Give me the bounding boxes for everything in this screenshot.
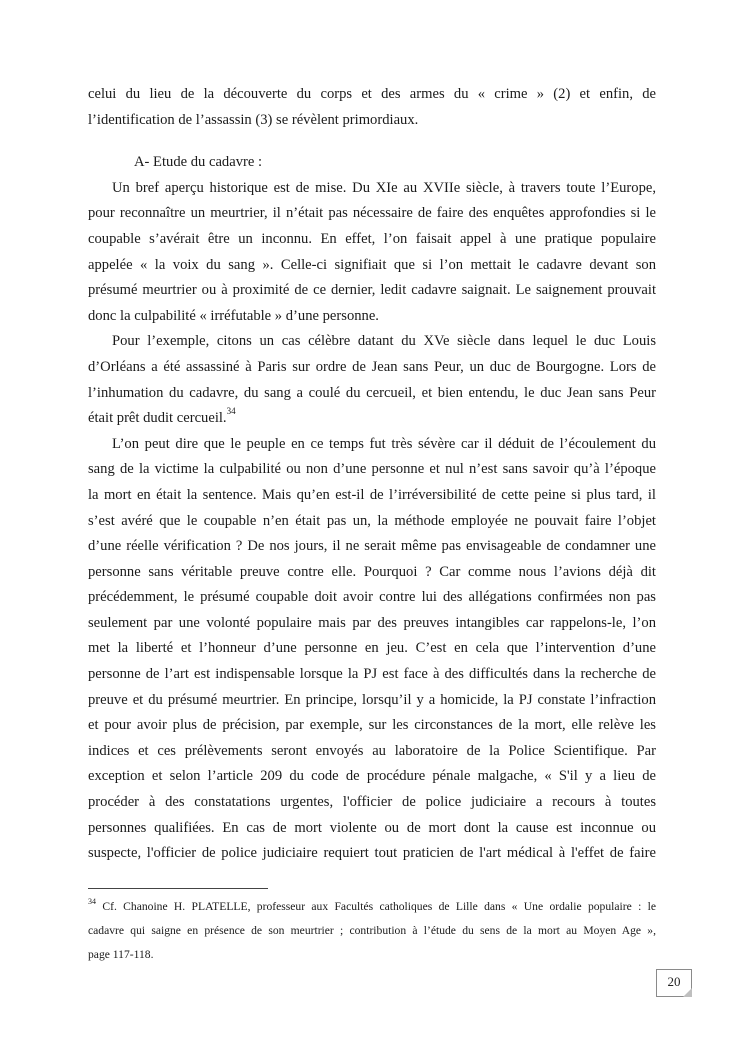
- paragraph-line: personnes qualifiées. En cas de mort violente ou de mort dont la cause est inconnue ou: [88, 819, 656, 836]
- paragraph-line: la mort en était la sentence. Mais qu’en est-il de l’irréversibilité de cette peine si plus tard, il: [88, 486, 656, 503]
- footnote-line: cadavre qui saigne en présence de son meurtrier ; contribution à l’étude du sens de la mort au Moyen Age »,: [88, 924, 656, 937]
- paragraph-line: personne de l’art est indispensable lorsque la PJ est face à des difficultés dans la recherche de: [88, 666, 656, 683]
- paragraph-line: personne sans véritable preuve contre elle. Pourquoi ? Car comme nous l’avions déjà dit: [88, 563, 656, 580]
- paragraph-line: coupable s’avérait être un inconnu. En effet, l’on faisait appel à une pratique populaire: [88, 230, 656, 247]
- paragraph-line: pour reconnaître un meurtrier, il n’était pas nécessaire de faire des enquêtes approfondies si le: [88, 205, 656, 222]
- paragraph-line: indices et ces prélèvements seront envoyés au laboratoire de la Police Scientifique. Par: [88, 742, 656, 759]
- intro-line: celui du lieu de la découverte du corps et des armes du « crime » (2) et enfin, de: [88, 86, 656, 102]
- paragraph-line: l’inhumation du cadavre, du sang a coulé du cercueil, et bien entendu, le duc Jean sans Peur: [88, 384, 656, 401]
- footnote-line: page 117-118.: [88, 948, 154, 961]
- paragraph-line: seulement par une volonté populaire mais par des preuves intangibles car rappelons-le, l’on: [88, 614, 656, 631]
- footnote-line: [88, 895, 656, 919]
- page-fold-corner: [683, 988, 692, 997]
- paragraph-line: preuve et du présumé meurtrier. En principe, lorsqu’il y a homicide, la PJ constate l’infraction: [88, 691, 656, 708]
- document-body: [88, 82, 656, 867]
- paragraph-line: s’est avéré que le coupable n’en était pas un, la méthode employée ne pouvait faire l’objet: [88, 512, 656, 529]
- paragraph-line: met la liberté et l’honneur d’une personne en jeu. C’est en cela que l’intervention d’une: [88, 640, 656, 657]
- page-number: 20: [667, 974, 681, 989]
- paragraph-line: donc la culpabilité « irréfutable » d’une personne.: [88, 307, 379, 324]
- footnote-reference[interactable]: 34: [226, 406, 236, 417]
- footnote-separator: [88, 888, 268, 889]
- paragraph-line: sang de la victime la culpabilité ou non d’une personne et nul n’est sans savoir qu’à l’époque: [88, 461, 656, 478]
- intro-line: l’identification de l’assassin (3) se révèlent primordiaux.: [88, 111, 419, 128]
- paragraph-line: et pour avoir plus de précision, par exemple, sur les circonstances de la mort, elle relève les: [88, 717, 656, 734]
- paragraph-line: d’une réelle vérification ? De nos jours, il ne serait même pas envisageable de condamner une: [88, 538, 656, 555]
- footnote-number: 34: [88, 897, 96, 907]
- footnote-area: [88, 895, 656, 967]
- paragraph-line: exception et selon l’article 209 du code de procédure pénale malgache, « S'il y a lieu de: [88, 768, 656, 785]
- paragraph-line: L’on peut dire que le peuple en ce temps fut très sévère car il déduit de l’écoulement du: [112, 435, 656, 452]
- paragraph-line: précédemment, le présumé coupable doit avoir contre lui des allégations confirmées non pas: [88, 589, 656, 606]
- paragraph-text: était prêt dudit cercueil.: [88, 410, 227, 427]
- paragraph-line: Un bref aperçu historique est de mise. Du XIe au XVIIe siècle, à travers toute l’Europe,: [112, 179, 656, 196]
- paragraph-line: procéder à des constatations urgentes, l'officier de police judiciaire a recours à toutes: [88, 794, 656, 811]
- footnote-text: Cf. Chanoine H. PLATELLE, professeur aux Facultés catholiques de Lille dans « Une ordalie populaire : le: [102, 900, 657, 913]
- paragraph-line: suspecte, l'officier de police judiciaire requiert tout praticien de l'art médical à l'effet de faire: [88, 845, 656, 862]
- section-heading: A- Etude du cadavre :: [134, 154, 263, 171]
- paragraph-line: appelée « la voix du sang ». Celle-ci signifiait que si l’on mettait le cadavre devant son: [88, 256, 656, 273]
- page-number-box: [656, 969, 692, 997]
- paragraph-line: Pour l’exemple, citons un cas célèbre datant du XVe siècle dans lequel le duc Louis: [112, 333, 656, 350]
- paragraph-line-with-footnote: [88, 406, 656, 432]
- paragraph-line: présumé meurtrier ou à proximité de ce dernier, ledit cadavre saignait. Le saignement prouvait: [88, 282, 656, 299]
- paragraph-line: d’Orléans a été assassiné à Paris sur ordre de Jean sans Peur, un duc de Bourgogne. Lors de: [88, 358, 656, 375]
